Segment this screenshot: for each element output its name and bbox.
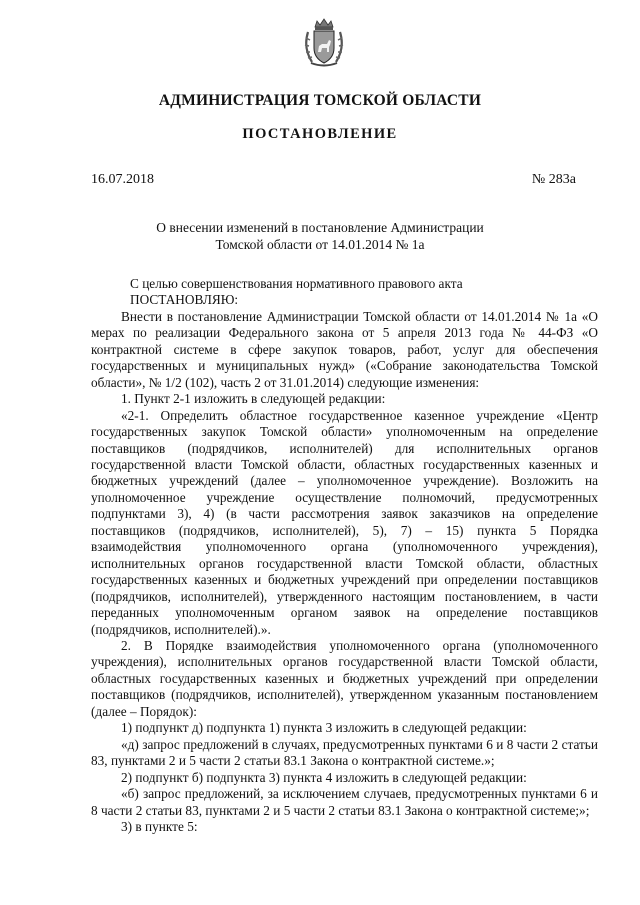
purpose-paragraph: С целью совершенствования нормативного правового акта bbox=[130, 276, 463, 291]
document-subject bbox=[0, 219, 640, 253]
subitem-1-heading: 1) подпункт д) подпункта 1) пункта 3 изложить в следующей редакции: bbox=[121, 720, 527, 736]
document-date: 16.07.2018 bbox=[91, 172, 154, 187]
document-number: № 283а bbox=[531, 172, 576, 187]
subitem-2-heading: 2) подпункт б) подпункта 3) пункта 4 изложить в следующей редакции: bbox=[121, 769, 527, 785]
document-body bbox=[91, 276, 598, 835]
subject-line-1: О внесении изменений в постановление Администрации bbox=[156, 220, 484, 235]
document-type: ПОСТАНОВЛЕНИЕ bbox=[242, 126, 398, 142]
intro-paragraph: Внести в постановление Администрации Томской области от 14.01.2014 № 1а «О мерах по реализации Федерального закона от 5 апреля 2013 года № 44-ФЗ «О контрактной системе в сфере закупок товаров, работ, услуг для обеспечения государственных и муниципальных нужд» («Собрание законодательства Томской области», № 1/2 (102), часть 2 от 31.01.2014) следующие изменения: bbox=[91, 308, 598, 390]
decree-word: ПОСТАНОВЛЯЮ: bbox=[130, 292, 239, 308]
subitem-3-heading: 3) в пункте 5: bbox=[121, 818, 198, 834]
subitem-1-text: «д) запрос предложений в случаях, предусмотренных пунктами 6 и 8 части 2 статьи 83, пунктами 2 и 5 части 2 статьи 83.1 Закона о контрактной системе.»; bbox=[91, 736, 598, 769]
item-2-paragraph: 2. В Порядке взаимодействия уполномоченного органа (уполномоченного учреждения), исполнительных органов государственной власти Томской области, областных государственных казенных и бюджетных учреждений при определении поставщиков (подрядчиков, исполнителей), утвержденном указанным постановлением (далее – Порядок): bbox=[91, 637, 598, 719]
subitem-2-text: «б) запрос предложений, за исключением случаев, предусмотренных пунктами 6 и 8 части 2 статьи 83, пунктами 2 и 5 части 2 статьи 83.1 Закона о контрактной системе;»; bbox=[91, 786, 598, 818]
subject-line-2: Томской области от 14.01.2014 № 1а bbox=[215, 237, 425, 252]
tomsk-emblem-icon bbox=[302, 18, 346, 68]
coat-of-arms-emblem bbox=[302, 18, 346, 68]
organization-title: АДМИНИСТРАЦИЯ ТОМСКОЙ ОБЛАСТИ bbox=[158, 92, 482, 109]
item-1-heading: 1. Пункт 2-1 изложить в следующей редакции: bbox=[121, 391, 386, 407]
item-1-text: «2-1. Определить областное государственное казенное учреждение «Центр государственных закупок Томской области» уполномоченным на определение поставщиков (подрядчиков, исполнителей) для исполнительных органов государственной власти Томской области, областных государственных казенных и бюджетных учреждений (далее – уполномоченное учреждение). Возложить на уполномоченное учреждение осуществление полномочий, предусмотренных подпунктами 3), 4) (в части рассмотрения заявок заказчиков на определение поставщиков (подрядчиков, исполнителей), 5), 7) – 15) пункта 5 Порядка взаимодействия уполномоченного органа (уполномоченного учреждения), исполнительных органов государственной власти Томской области, областных государственных казенных и бюджетных учреждений при определении поставщиков (подрядчиков, исполнителей), утвержденного настоящим постановлением, в части переданных уполномоченным органом заявок на определение поставщиков (подрядчиков, исполнителей).». bbox=[91, 407, 598, 637]
